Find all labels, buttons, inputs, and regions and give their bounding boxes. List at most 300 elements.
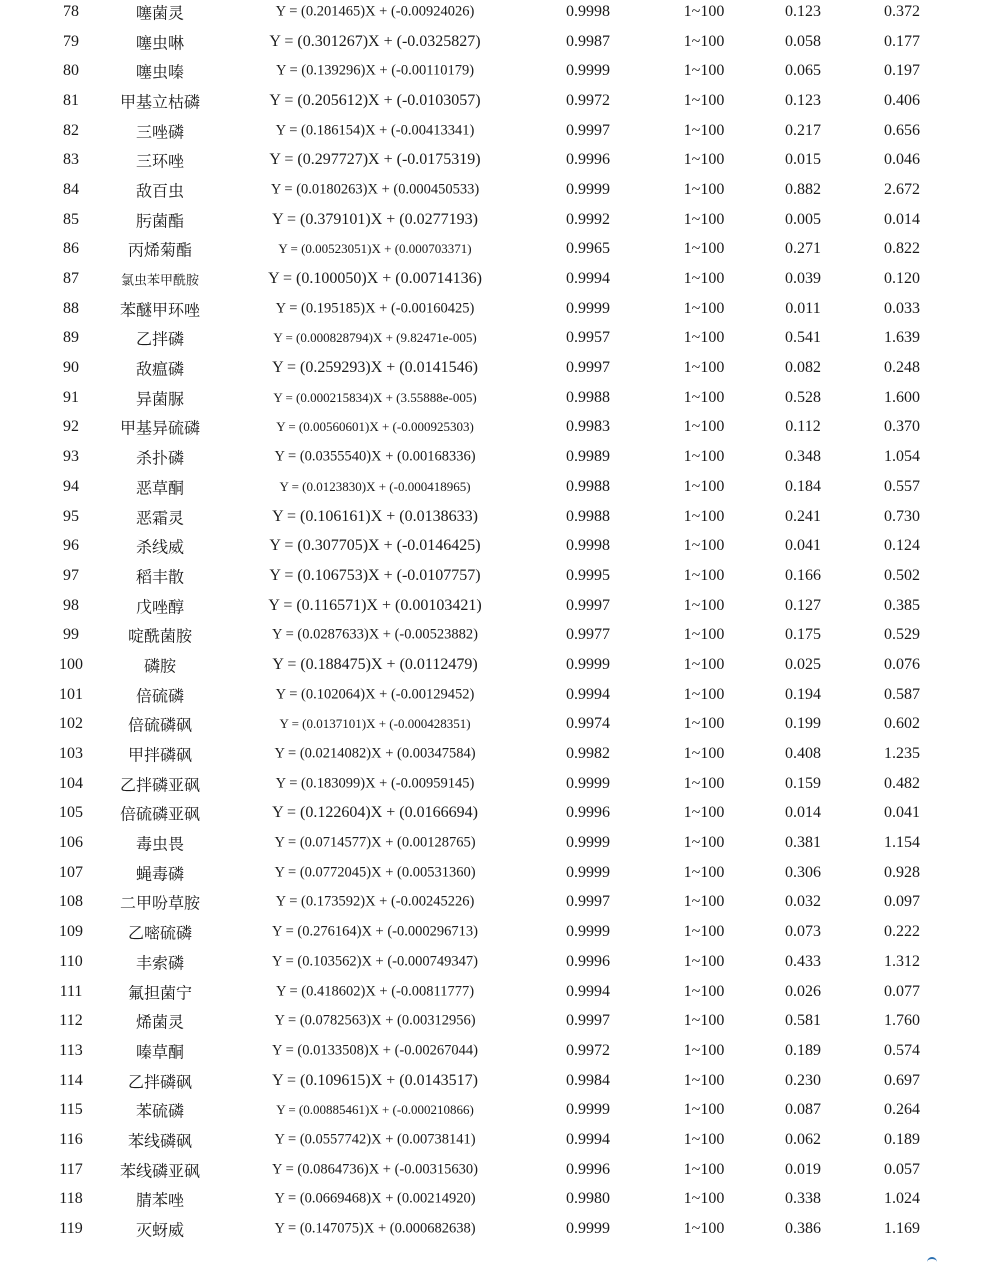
linear-range: 1~100	[683, 982, 725, 1000]
compound-name: 嗪草酮	[135, 1044, 185, 1062]
correlation-coefficient: 0.9974	[566, 715, 610, 733]
regression-equation: Y = (0.100050)X + (0.00714136)	[268, 270, 482, 288]
correlation-coefficient: 0.9994	[566, 270, 610, 288]
quantitation-limit: 0.120	[884, 270, 920, 288]
row-number: 90	[63, 359, 79, 377]
correlation-coefficient: 0.9996	[566, 804, 610, 822]
detection-limit: 0.306	[785, 863, 821, 881]
compound-name: 杀线威	[135, 539, 185, 557]
compound-name: 乙拌磷亚砜	[119, 777, 201, 795]
regression-equation: Y = (0.0864736)X + (-0.00315630)	[272, 1161, 478, 1178]
table-row	[0, 769, 999, 799]
compound-name: 乙拌磷	[135, 331, 185, 349]
table-row	[0, 235, 999, 265]
correlation-coefficient: 0.9983	[566, 418, 610, 436]
quantitation-limit: 0.177	[884, 32, 920, 50]
correlation-coefficient: 0.9972	[566, 91, 610, 109]
table-row	[0, 472, 999, 502]
correlation-coefficient: 0.9988	[566, 388, 610, 406]
table-row	[0, 888, 999, 918]
table-row	[0, 442, 999, 472]
row-number: 101	[59, 685, 83, 703]
row-number: 119	[59, 1220, 83, 1238]
detection-limit: 0.241	[785, 507, 821, 525]
correlation-coefficient: 0.9995	[566, 566, 610, 584]
regression-equation: Y = (0.0669468)X + (0.00214920)	[274, 1190, 476, 1207]
linear-range: 1~100	[683, 745, 725, 763]
regression-equation: Y = (0.188475)X + (0.0112479)	[272, 655, 478, 673]
row-number: 102	[59, 715, 83, 733]
detection-limit: 0.015	[785, 151, 821, 169]
quantitation-limit: 0.928	[884, 863, 920, 881]
quantitation-limit: 1.760	[884, 1012, 920, 1030]
regression-equation: Y = (0.0287633)X + (-0.00523882)	[272, 626, 478, 643]
detection-limit: 0.381	[785, 834, 821, 852]
correlation-coefficient: 0.9998	[566, 537, 610, 555]
table-row	[0, 1185, 999, 1215]
linear-range: 1~100	[683, 804, 725, 822]
quantitation-limit: 0.033	[884, 299, 920, 317]
linear-range: 1~100	[683, 566, 725, 584]
row-number: 100	[59, 655, 83, 673]
detection-limit: 0.581	[785, 1012, 821, 1030]
detection-limit: 0.127	[785, 596, 821, 614]
regression-equation: Y = (0.205612)X + (-0.0103057)	[269, 91, 481, 109]
compound-name: 异菌脲	[135, 391, 185, 409]
linear-range: 1~100	[683, 893, 725, 911]
compound-name: 三唑磷	[135, 124, 185, 142]
quantitation-limit: 0.697	[884, 1071, 920, 1089]
detection-limit: 0.019	[785, 1160, 821, 1178]
compound-name: 三环唑	[135, 153, 185, 171]
compound-name: 蝇毒磷	[135, 866, 185, 884]
linear-range: 1~100	[683, 210, 725, 228]
table-row	[0, 858, 999, 888]
regression-equation: Y = (0.0123830)X + (-0.000418965)	[279, 478, 471, 494]
compound-name: 恶草酮	[135, 480, 185, 498]
table-row	[0, 620, 999, 650]
regression-equation: Y = (0.0355540)X + (0.00168336)	[274, 448, 476, 465]
row-number: 116	[59, 1130, 83, 1148]
quantitation-limit: 0.046	[884, 151, 920, 169]
quantitation-limit: 0.077	[884, 982, 920, 1000]
linear-range: 1~100	[683, 715, 725, 733]
row-number: 92	[63, 418, 79, 436]
detection-limit: 0.026	[785, 982, 821, 1000]
linear-range: 1~100	[683, 388, 725, 406]
regression-equation: Y = (0.147075)X + (0.000682638)	[274, 1220, 476, 1237]
quantitation-limit: 0.502	[884, 566, 920, 584]
detection-limit: 0.041	[785, 537, 821, 555]
regression-equation: Y = (0.0782563)X + (0.00312956)	[274, 1012, 476, 1029]
table-row	[0, 1066, 999, 1096]
regression-equation: Y = (0.195185)X + (-0.00160425)	[275, 300, 475, 317]
detection-limit: 0.217	[785, 121, 821, 139]
row-number: 91	[63, 388, 79, 406]
linear-range: 1~100	[683, 477, 725, 495]
correlation-coefficient: 0.9999	[566, 923, 610, 941]
quantitation-limit: 0.264	[884, 1101, 920, 1119]
detection-limit: 0.433	[785, 952, 821, 970]
linear-range: 1~100	[683, 240, 725, 258]
linear-range: 1~100	[683, 1041, 725, 1059]
compound-name: 噻菌灵	[135, 5, 185, 23]
compound-name: 丰索磷	[135, 955, 185, 973]
detection-limit: 0.032	[785, 893, 821, 911]
detection-limit: 0.189	[785, 1041, 821, 1059]
compound-name: 苯硫磷	[135, 1103, 185, 1121]
regression-equation: Y = (0.379101)X + (0.0277193)	[272, 210, 478, 228]
linear-range: 1~100	[683, 270, 725, 288]
compound-name: 二甲吩草胺	[119, 895, 201, 913]
row-number: 104	[59, 774, 83, 792]
table-row	[0, 739, 999, 769]
table-row	[0, 1155, 999, 1185]
regression-equation: Y = (0.0133508)X + (-0.00267044)	[272, 1042, 478, 1059]
table-row	[0, 917, 999, 947]
linear-range: 1~100	[683, 91, 725, 109]
row-number: 88	[63, 299, 79, 317]
table-row	[0, 561, 999, 591]
linear-range: 1~100	[683, 359, 725, 377]
table-row	[0, 799, 999, 829]
correlation-coefficient: 0.9997	[566, 596, 610, 614]
detection-limit: 0.065	[785, 62, 821, 80]
row-number: 94	[63, 477, 79, 495]
detection-limit: 0.230	[785, 1071, 821, 1089]
compound-name: 灭蚜威	[135, 1222, 185, 1240]
linear-range: 1~100	[683, 32, 725, 50]
detection-limit: 0.338	[785, 1190, 821, 1208]
row-number: 111	[59, 982, 83, 1000]
regression-equation: Y = (0.139296)X + (-0.00110179)	[275, 62, 475, 79]
regression-equation: Y = (0.000215834)X + (3.55888e-005)	[273, 389, 477, 405]
quantitation-limit: 1.235	[884, 745, 920, 763]
compound-name: 甲基立枯磷	[119, 94, 201, 112]
detection-limit: 0.408	[785, 745, 821, 763]
table-row	[0, 205, 999, 235]
linear-range: 1~100	[683, 507, 725, 525]
detection-limit: 0.123	[785, 91, 821, 109]
detection-limit: 0.087	[785, 1101, 821, 1119]
correlation-coefficient: 0.9997	[566, 1012, 610, 1030]
quantitation-limit: 0.482	[884, 774, 920, 792]
correlation-coefficient: 0.9999	[566, 863, 610, 881]
compound-name: 苯线磷亚砜	[119, 1163, 201, 1181]
linear-range: 1~100	[683, 62, 725, 80]
regression-equation: Y = (0.297727)X + (-0.0175319)	[269, 151, 481, 169]
correlation-coefficient: 0.9980	[566, 1190, 610, 1208]
regression-equation: Y = (0.418602)X + (-0.00811777)	[275, 983, 475, 1000]
table-row	[0, 116, 999, 146]
correlation-coefficient: 0.9994	[566, 1130, 610, 1148]
compound-name: 倍硫磷	[135, 688, 185, 706]
table-row	[0, 531, 999, 561]
table-row	[0, 1095, 999, 1125]
regression-equation: Y = (0.0214082)X + (0.00347584)	[274, 745, 476, 762]
quantitation-limit: 0.656	[884, 121, 920, 139]
detection-limit: 0.882	[785, 180, 821, 198]
table-row	[0, 591, 999, 621]
compound-name: 戊唑醇	[135, 599, 185, 617]
correlation-coefficient: 0.9996	[566, 151, 610, 169]
quantitation-limit: 1.312	[884, 952, 920, 970]
row-number: 109	[59, 923, 83, 941]
correlation-coefficient: 0.9989	[566, 448, 610, 466]
quantitation-limit: 0.057	[884, 1160, 920, 1178]
detection-limit: 0.123	[785, 2, 821, 20]
quantitation-limit: 1.169	[884, 1220, 920, 1238]
regression-equation: Y = (0.301267)X + (-0.0325827)	[269, 32, 481, 50]
table-row	[0, 294, 999, 324]
regression-equation: Y = (0.00560601)X + (-0.000925303)	[276, 419, 474, 435]
correlation-coefficient: 0.9999	[566, 62, 610, 80]
quantitation-limit: 0.385	[884, 596, 920, 614]
linear-range: 1~100	[683, 1160, 725, 1178]
linear-range: 1~100	[683, 923, 725, 941]
compound-name: 磷胺	[143, 658, 177, 676]
detection-limit: 0.348	[785, 448, 821, 466]
detection-limit: 0.082	[785, 359, 821, 377]
linear-range: 1~100	[683, 2, 725, 20]
row-number: 107	[59, 863, 83, 881]
compound-name: 噻虫啉	[135, 35, 185, 53]
detection-limit: 0.062	[785, 1130, 821, 1148]
compound-name: 倍硫磷砜	[127, 717, 193, 735]
linear-range: 1~100	[683, 655, 725, 673]
compound-name: 丙烯菊酯	[127, 242, 193, 260]
regression-equation: Y = (0.000828794)X + (9.82471e-005)	[273, 330, 477, 346]
correlation-coefficient: 0.9997	[566, 893, 610, 911]
compound-name: 腈苯唑	[135, 1192, 185, 1210]
row-number: 103	[59, 745, 83, 763]
correlation-coefficient: 0.9982	[566, 745, 610, 763]
correlation-coefficient: 0.9965	[566, 240, 610, 258]
regression-equation: Y = (0.259293)X + (0.0141546)	[272, 359, 478, 377]
table-row	[0, 0, 999, 27]
regression-equation: Y = (0.276164)X + (-0.000296713)	[272, 923, 478, 940]
detection-limit: 0.025	[785, 655, 821, 673]
quantitation-limit: 0.041	[884, 804, 920, 822]
table-row	[0, 1214, 999, 1244]
table-row	[0, 1006, 999, 1036]
compound-name: 苯醚甲环唑	[119, 302, 201, 320]
regression-equation: Y = (0.00523051)X + (0.000703371)	[278, 241, 472, 257]
detection-limit: 0.159	[785, 774, 821, 792]
quantitation-limit: 0.406	[884, 91, 920, 109]
quantitation-limit: 0.197	[884, 62, 920, 80]
correlation-coefficient: 0.9999	[566, 1220, 610, 1238]
compound-name: 敌百虫	[135, 183, 185, 201]
regression-equation: Y = (0.106161)X + (0.0138633)	[272, 507, 478, 525]
detection-limit: 0.039	[785, 270, 821, 288]
compound-name: 倍硫磷亚砜	[119, 806, 201, 824]
detection-limit: 0.386	[785, 1220, 821, 1238]
quantitation-limit: 1.639	[884, 329, 920, 347]
compound-name: 乙拌磷砜	[127, 1074, 193, 1092]
linear-range: 1~100	[683, 596, 725, 614]
quantitation-limit: 0.529	[884, 626, 920, 644]
correlation-coefficient: 0.9999	[566, 655, 610, 673]
quantitation-limit: 0.730	[884, 507, 920, 525]
detection-limit: 0.528	[785, 388, 821, 406]
correlation-coefficient: 0.9996	[566, 1160, 610, 1178]
linear-range: 1~100	[683, 834, 725, 852]
detection-limit: 0.199	[785, 715, 821, 733]
linear-range: 1~100	[683, 685, 725, 703]
compound-name: 甲基异硫磷	[119, 420, 201, 438]
quantitation-limit: 2.672	[884, 180, 920, 198]
linear-range: 1~100	[683, 537, 725, 555]
correlation-coefficient: 0.9996	[566, 952, 610, 970]
linear-range: 1~100	[683, 1220, 725, 1238]
correlation-coefficient: 0.9977	[566, 626, 610, 644]
correlation-coefficient: 0.9999	[566, 180, 610, 198]
linear-range: 1~100	[683, 1012, 725, 1030]
table-row	[0, 264, 999, 294]
regression-equation: Y = (0.109615)X + (0.0143517)	[272, 1071, 478, 1089]
table-row	[0, 1036, 999, 1066]
table-row	[0, 1125, 999, 1155]
detection-limit: 0.271	[785, 240, 821, 258]
detection-limit: 0.014	[785, 804, 821, 822]
row-number: 87	[63, 270, 79, 288]
quantitation-limit: 0.014	[884, 210, 920, 228]
linear-range: 1~100	[683, 774, 725, 792]
regression-equation: Y = (0.0772045)X + (0.00531360)	[274, 864, 476, 881]
quantitation-limit: 0.189	[884, 1130, 920, 1148]
regression-equation: Y = (0.0557742)X + (0.00738141)	[274, 1131, 476, 1148]
compound-name: 恶霜灵	[135, 510, 185, 528]
detection-limit: 0.058	[785, 32, 821, 50]
row-number: 112	[59, 1012, 83, 1030]
correlation-coefficient: 0.9994	[566, 982, 610, 1000]
row-number: 89	[63, 329, 79, 347]
table-row	[0, 56, 999, 86]
linear-range: 1~100	[683, 299, 725, 317]
detection-limit: 0.184	[785, 477, 821, 495]
table-row	[0, 175, 999, 205]
compound-name: 毒虫畏	[135, 836, 185, 854]
detection-limit: 0.011	[785, 299, 821, 317]
detection-limit: 0.073	[785, 923, 821, 941]
correlation-coefficient: 0.9994	[566, 685, 610, 703]
regression-equation: Y = (0.0714577)X + (0.00128765)	[274, 834, 476, 851]
table-row	[0, 680, 999, 710]
regression-equation: Y = (0.183099)X + (-0.00959145)	[275, 775, 475, 792]
table-row	[0, 710, 999, 740]
quantitation-limit: 0.822	[884, 240, 920, 258]
regression-equation: Y = (0.00885461)X + (-0.000210866)	[276, 1102, 474, 1118]
row-number: 97	[63, 566, 79, 584]
row-number: 96	[63, 537, 79, 555]
linear-range: 1~100	[683, 1130, 725, 1148]
row-number: 95	[63, 507, 79, 525]
regression-equation: Y = (0.186154)X + (-0.00413341)	[275, 122, 475, 139]
table-row	[0, 650, 999, 680]
quantitation-limit: 0.557	[884, 477, 920, 495]
correlation-coefficient: 0.9987	[566, 32, 610, 50]
regression-equation: Y = (0.0180263)X + (0.000450533)	[270, 181, 480, 198]
quantitation-limit: 0.097	[884, 893, 920, 911]
correlation-coefficient: 0.9988	[566, 507, 610, 525]
quantitation-limit: 0.222	[884, 923, 920, 941]
table-row	[0, 502, 999, 532]
quantitation-limit: 0.587	[884, 685, 920, 703]
quantitation-limit: 1.600	[884, 388, 920, 406]
regression-equation: Y = (0.0137101)X + (-0.000428351)	[279, 716, 471, 732]
row-number: 84	[63, 180, 79, 198]
correlation-coefficient: 0.9984	[566, 1071, 610, 1089]
correlation-coefficient: 0.9972	[566, 1041, 610, 1059]
regression-equation: Y = (0.103562)X + (-0.000749347)	[272, 953, 478, 970]
correlation-coefficient: 0.9999	[566, 1101, 610, 1119]
correlation-coefficient: 0.9997	[566, 359, 610, 377]
compound-name: 肟菌酯	[135, 213, 185, 231]
linear-range: 1~100	[683, 448, 725, 466]
row-number: 115	[59, 1101, 83, 1119]
table-row	[0, 145, 999, 175]
table-row	[0, 324, 999, 354]
correlation-coefficient: 0.9957	[566, 329, 610, 347]
row-number: 86	[63, 240, 79, 258]
row-number: 78	[63, 2, 79, 20]
quantitation-limit: 0.372	[884, 2, 920, 20]
regression-equation: Y = (0.201465)X + (-0.00924026)	[275, 3, 475, 20]
correlation-coefficient: 0.9997	[566, 121, 610, 139]
linear-range: 1~100	[683, 418, 725, 436]
quantitation-limit: 1.154	[884, 834, 920, 852]
compound-name: 苯线磷砜	[127, 1133, 193, 1151]
compound-name: 烯菌灵	[135, 1014, 185, 1032]
row-number: 118	[59, 1190, 83, 1208]
detection-limit: 0.166	[785, 566, 821, 584]
linear-range: 1~100	[683, 151, 725, 169]
linear-range: 1~100	[683, 626, 725, 644]
compound-name: 氯虫苯甲酰胺	[120, 272, 200, 288]
regression-equation: Y = (0.106753)X + (-0.0107757)	[269, 566, 481, 584]
row-number: 110	[59, 952, 83, 970]
table-row	[0, 977, 999, 1007]
table-row	[0, 383, 999, 413]
quantitation-limit: 0.076	[884, 655, 920, 673]
linear-range: 1~100	[683, 863, 725, 881]
linear-range: 1~100	[683, 952, 725, 970]
corner-arc-mark	[927, 1257, 937, 1265]
table-row	[0, 27, 999, 57]
quantitation-limit: 0.602	[884, 715, 920, 733]
compound-name: 杀扑磷	[135, 450, 185, 468]
detection-limit: 0.194	[785, 685, 821, 703]
table-row	[0, 353, 999, 383]
row-number: 105	[59, 804, 83, 822]
compound-name: 敌瘟磷	[135, 361, 185, 379]
quantitation-limit: 1.054	[884, 448, 920, 466]
row-number: 82	[63, 121, 79, 139]
linear-range: 1~100	[683, 121, 725, 139]
correlation-coefficient: 0.9999	[566, 834, 610, 852]
linear-range: 1~100	[683, 1190, 725, 1208]
row-number: 79	[63, 32, 79, 50]
correlation-coefficient: 0.9999	[566, 774, 610, 792]
table-row	[0, 86, 999, 116]
detection-limit: 0.175	[785, 626, 821, 644]
table-row	[0, 413, 999, 443]
linear-range: 1~100	[683, 1101, 725, 1119]
row-number: 98	[63, 596, 79, 614]
table-row	[0, 947, 999, 977]
detection-limit: 0.112	[785, 418, 821, 436]
